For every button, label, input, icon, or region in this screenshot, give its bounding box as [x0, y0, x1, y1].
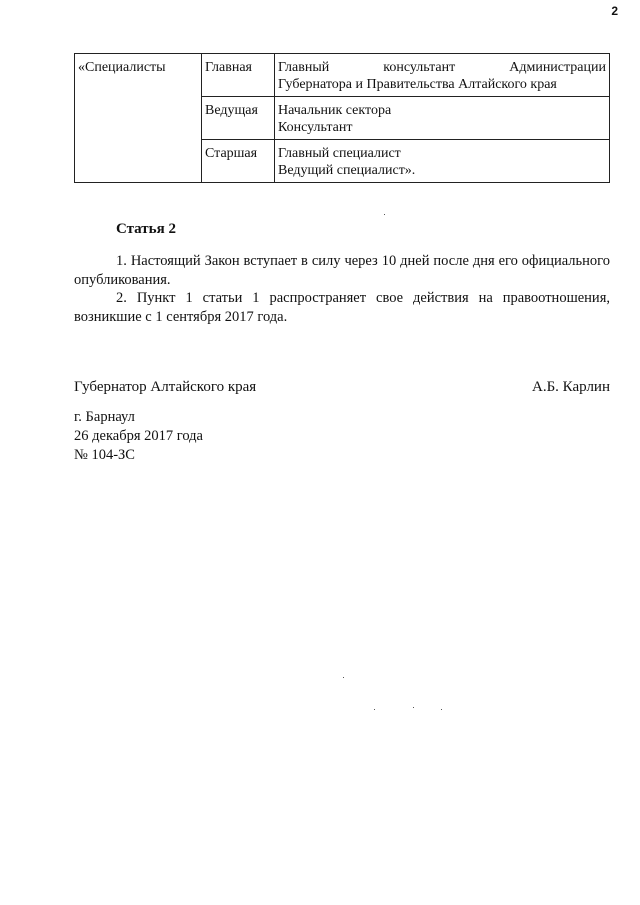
group-cell: Главная — [202, 54, 275, 97]
law-number: № 104-ЗС — [74, 447, 135, 463]
scan-speck — [413, 707, 414, 708]
page-number: 2 — [611, 4, 618, 18]
position-line: Начальник сектора — [278, 103, 392, 118]
scan-speck — [384, 214, 385, 215]
position-line: Консультант — [278, 120, 353, 135]
signatory-position: Губернатор Алтайского края — [74, 379, 257, 395]
position-line: Ведущий специалист». — [278, 163, 416, 178]
position-line: Главный специалист — [278, 146, 401, 161]
paragraph: 1. Настоящий Закон вступает в силу через 10 дней после дня его официального опубликования. — [74, 253, 610, 288]
positions-cell — [275, 140, 610, 183]
positions-cell — [275, 54, 610, 97]
positions-cell — [275, 97, 610, 140]
scan-speck — [374, 709, 375, 710]
paragraph: 2. Пункт 1 статьи 1 распространяет свое действия на правоотношения, возникшие с 1 сентября 2017 года. — [74, 290, 610, 325]
category-cell: «Специалисты — [75, 54, 202, 183]
signature-block — [74, 379, 610, 396]
group-cell: Ведущая — [202, 97, 275, 140]
place-date-block — [74, 408, 203, 465]
date: 26 декабря 2017 года — [74, 428, 203, 444]
justified-line: Главный консультант Администрации — [278, 60, 606, 75]
position-line: Губернатора и Правительства Алтайского края — [278, 77, 557, 92]
group-cell: Старшая — [202, 140, 275, 183]
article-title: Статья 2 — [116, 221, 176, 237]
positions-table — [74, 53, 610, 183]
signatory-name: А.Б. Карлин — [531, 379, 610, 395]
scan-speck — [441, 709, 442, 710]
scan-speck — [343, 677, 344, 678]
city: г. Барнаул — [74, 409, 135, 425]
table-row — [75, 54, 610, 97]
